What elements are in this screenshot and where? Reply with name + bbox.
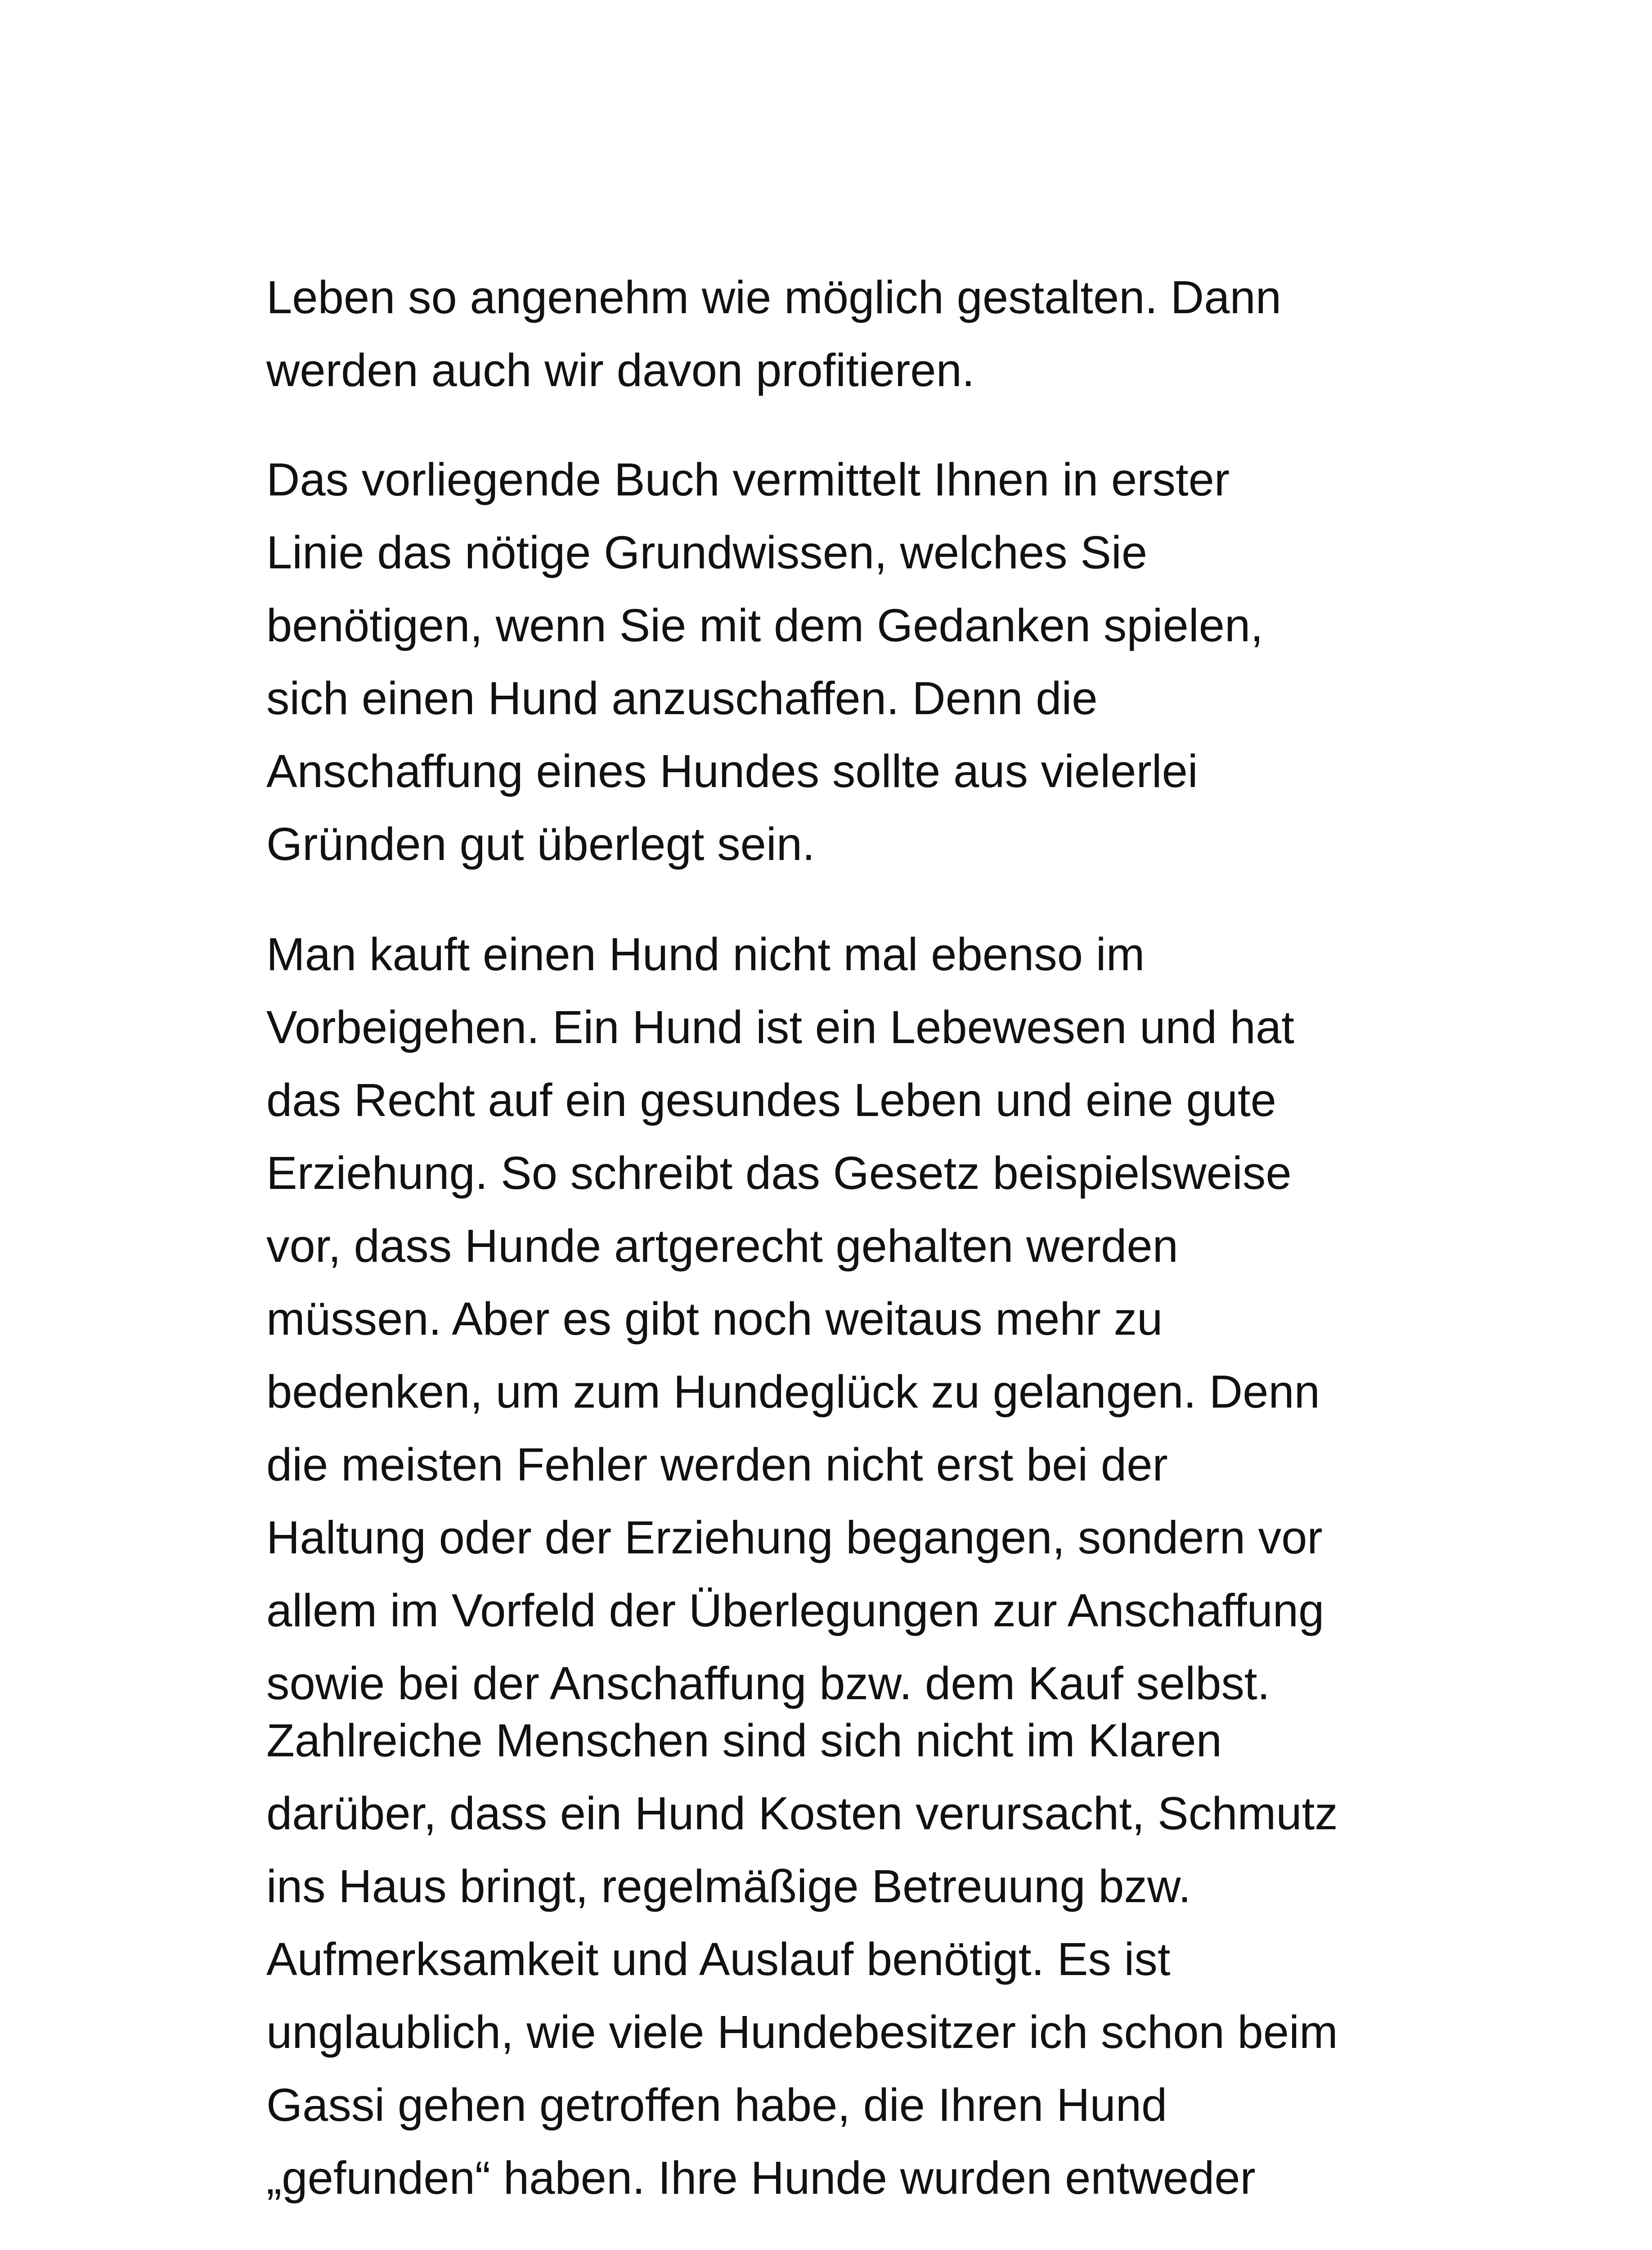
text-line: Vorbeigehen. Ein Hund ist ein Lebewesen und hat xyxy=(266,1001,1294,1053)
paragraph-2 xyxy=(266,443,1391,881)
text-line: die meisten Fehler werden nicht erst bei der xyxy=(266,1439,1168,1490)
text-line: Linie das nötige Grundwissen, welches Sie xyxy=(266,526,1148,578)
text-line: allem im Vorfeld der Überlegungen zur Anschaffung xyxy=(266,1584,1324,1636)
text-line: Gassi gehen getroffen habe, die Ihren Hund xyxy=(266,2079,1167,2131)
text-line: Zahlreiche Menschen sind sich nicht im Klaren xyxy=(266,1714,1222,1766)
paragraph-3 xyxy=(266,918,1391,1720)
text-line: Anschaffung eines Hundes sollte aus vielerlei xyxy=(266,745,1198,797)
text-line: Erziehung. So schreibt das Gesetz beispielsweise xyxy=(266,1147,1292,1199)
text-line: benötigen, wenn Sie mit dem Gedanken spielen, xyxy=(266,599,1263,651)
text-line: „gefunden“ haben. Ihre Hunde wurden entweder xyxy=(266,2152,1256,2204)
text-line: Das vorliegende Buch vermittelt Ihnen in erster xyxy=(266,454,1230,505)
text-line: das Recht auf ein gesundes Leben und eine gute xyxy=(266,1074,1276,1126)
text-line: sowie bei der Anschaffung bzw. dem Kauf selbst. xyxy=(266,1657,1270,1709)
paragraph-4 xyxy=(266,1704,1391,2214)
text-line: unglaublich, wie viele Hundebesitzer ich schon beim xyxy=(266,2006,1338,2058)
text-line: Leben so angenehm wie möglich gestalten. Dann xyxy=(266,271,1282,323)
text-line: bedenken, um zum Hundeglück zu gelangen. Denn xyxy=(266,1366,1320,1418)
text-line: darüber, dass ein Hund Kosten verursacht, Schmutz xyxy=(266,1787,1338,1839)
text-line: Aufmerksamkeit und Auslauf benötigt. Es ist xyxy=(266,1933,1171,1985)
paragraph-1 xyxy=(266,261,1391,407)
text-line: Haltung oder der Erziehung begangen, sondern vor xyxy=(266,1512,1323,1563)
text-line: Gründen gut überlegt sein. xyxy=(266,818,815,870)
text-line: werden auch wir davon profitieren. xyxy=(266,344,975,396)
text-line: ins Haus bringt, regelmäßige Betreuung bzw. xyxy=(266,1860,1191,1912)
text-line: sich einen Hund anzuschaffen. Denn die xyxy=(266,672,1098,724)
text-line: Man kauft einen Hund nicht mal ebenso im xyxy=(266,928,1145,980)
text-line: vor, dass Hunde artgerecht gehalten werden xyxy=(266,1220,1178,1272)
text-line: müssen. Aber es gibt noch weitaus mehr zu xyxy=(266,1293,1163,1345)
